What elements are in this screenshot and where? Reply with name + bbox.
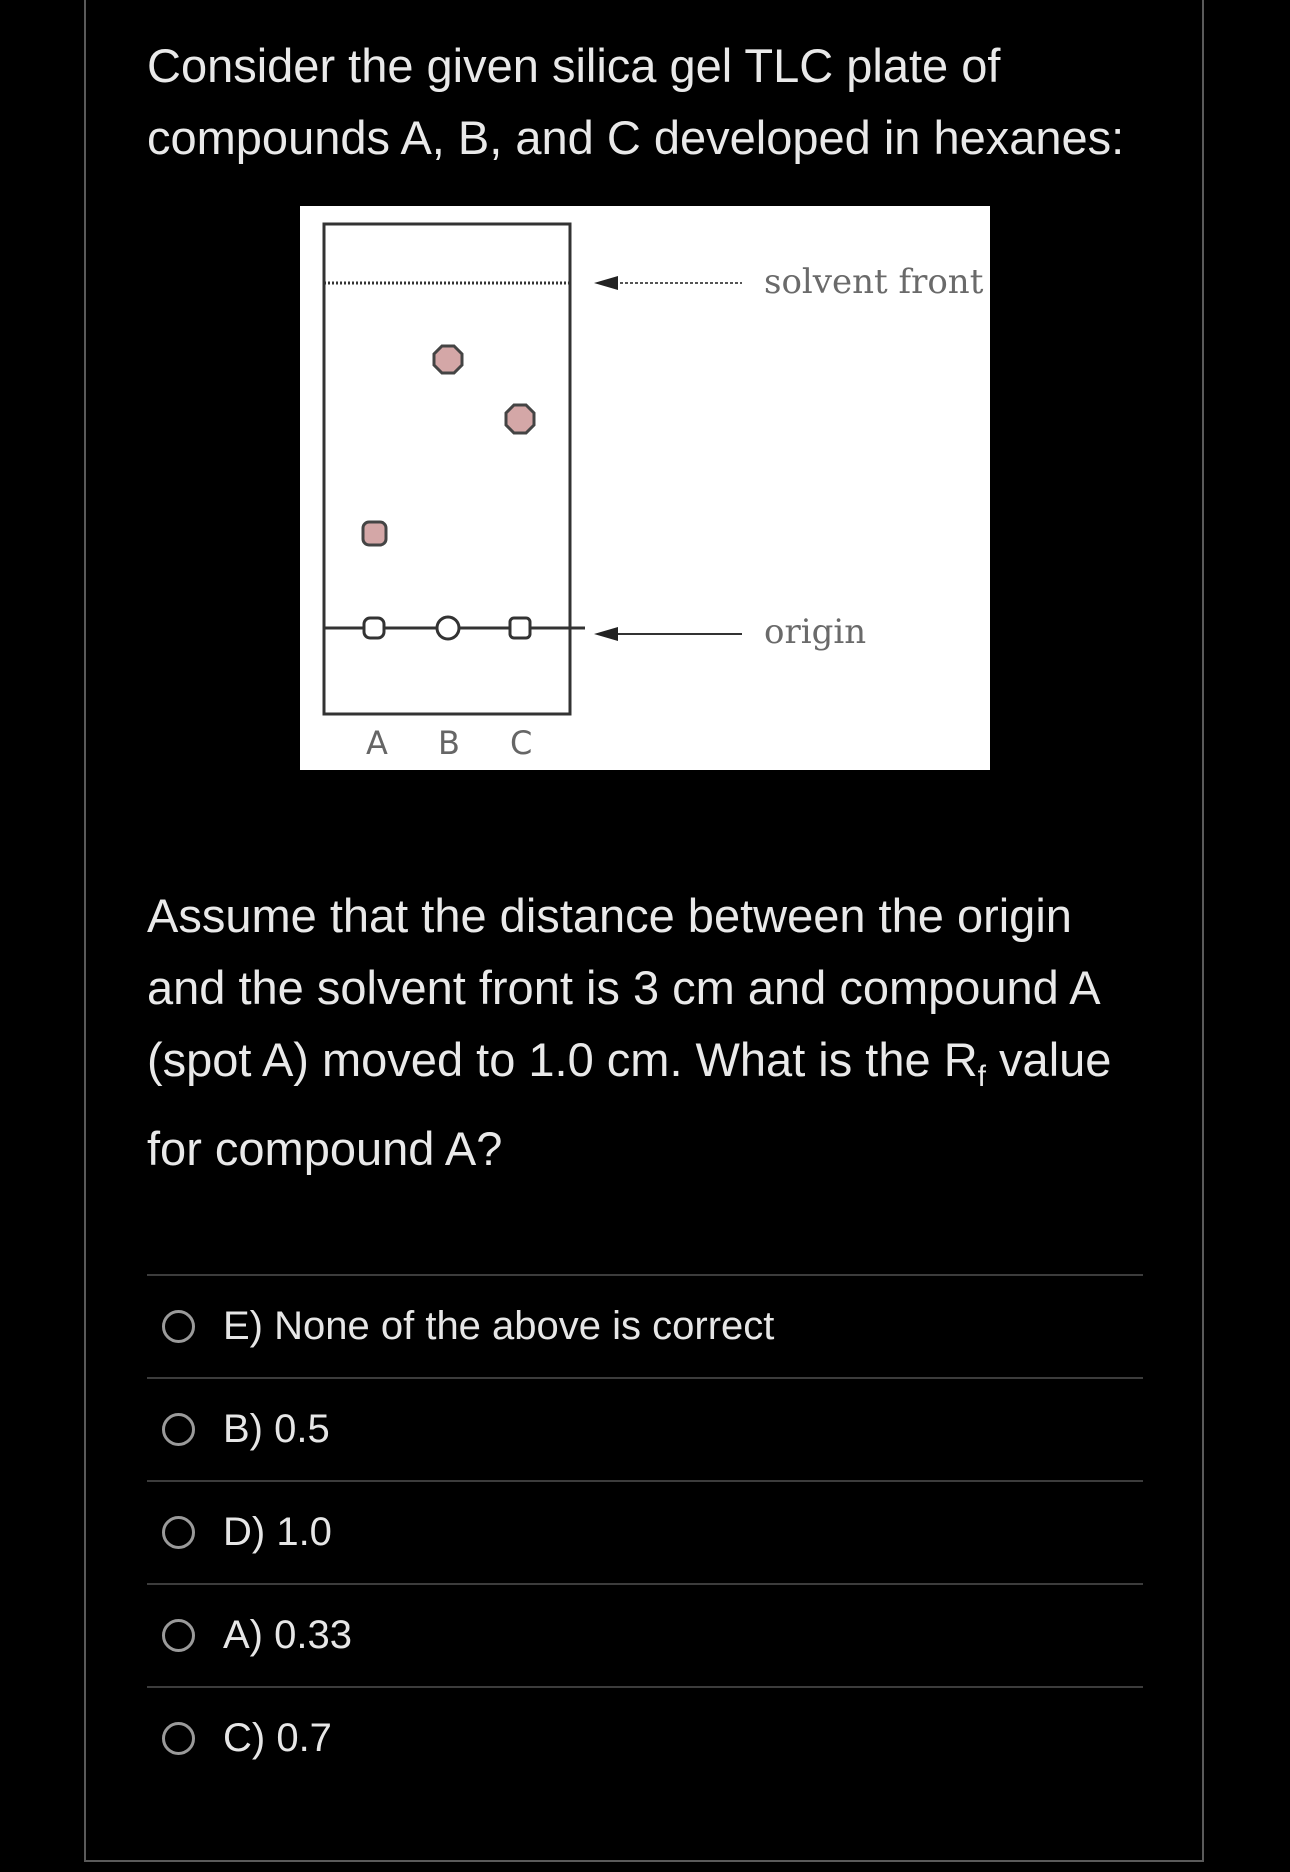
option-d[interactable] [147, 1480, 1143, 1583]
lane-label-c: C [510, 724, 533, 762]
origin-spot-c [510, 618, 530, 638]
answer-options [147, 1274, 1143, 1789]
option-a[interactable] [147, 1583, 1143, 1686]
question-body-text: Assume that the distance between the origin and the solvent front is 3 cm and compound A (spot A) moved to 1.0 cm. What is the R [147, 889, 1099, 1086]
plate-outline [324, 224, 570, 714]
spot-b [434, 346, 462, 373]
option-label: B) 0.5 [223, 1407, 330, 1451]
option-label: A) 0.33 [223, 1613, 352, 1657]
rf-subscript: f [977, 1060, 986, 1093]
origin-spot-a [364, 618, 384, 638]
origin-spot-b [437, 617, 459, 639]
radio-icon[interactable] [162, 1413, 195, 1446]
radio-icon[interactable] [162, 1310, 195, 1343]
radio-icon[interactable] [162, 1516, 195, 1549]
tlc-plate-diagram [300, 206, 990, 770]
radio-icon[interactable] [162, 1619, 195, 1652]
spot-a [363, 522, 386, 545]
lane-label-a: A [366, 724, 388, 762]
origin-label: origin [764, 612, 867, 652]
option-label: D) 1.0 [223, 1510, 332, 1554]
question-intro: Consider the given silica gel TLC plate of compounds A, B, and C developed in hexanes: [147, 39, 1125, 164]
lane-label-b: B [438, 724, 460, 762]
option-e[interactable] [147, 1274, 1143, 1377]
option-label: E) None of the above is correct [223, 1304, 775, 1348]
option-b[interactable] [147, 1377, 1143, 1480]
question-body [147, 880, 1147, 1185]
option-label: C) 0.7 [223, 1716, 332, 1760]
option-c[interactable] [147, 1686, 1143, 1789]
question-body-end: value for compound A? [147, 1033, 1112, 1175]
solvent-front-arrowhead [594, 276, 618, 290]
radio-icon[interactable] [162, 1722, 195, 1755]
tlc-plate-figure [300, 206, 990, 770]
solvent-front-label: solvent front [764, 262, 984, 302]
spot-c [506, 405, 534, 433]
origin-arrowhead [594, 627, 618, 641]
